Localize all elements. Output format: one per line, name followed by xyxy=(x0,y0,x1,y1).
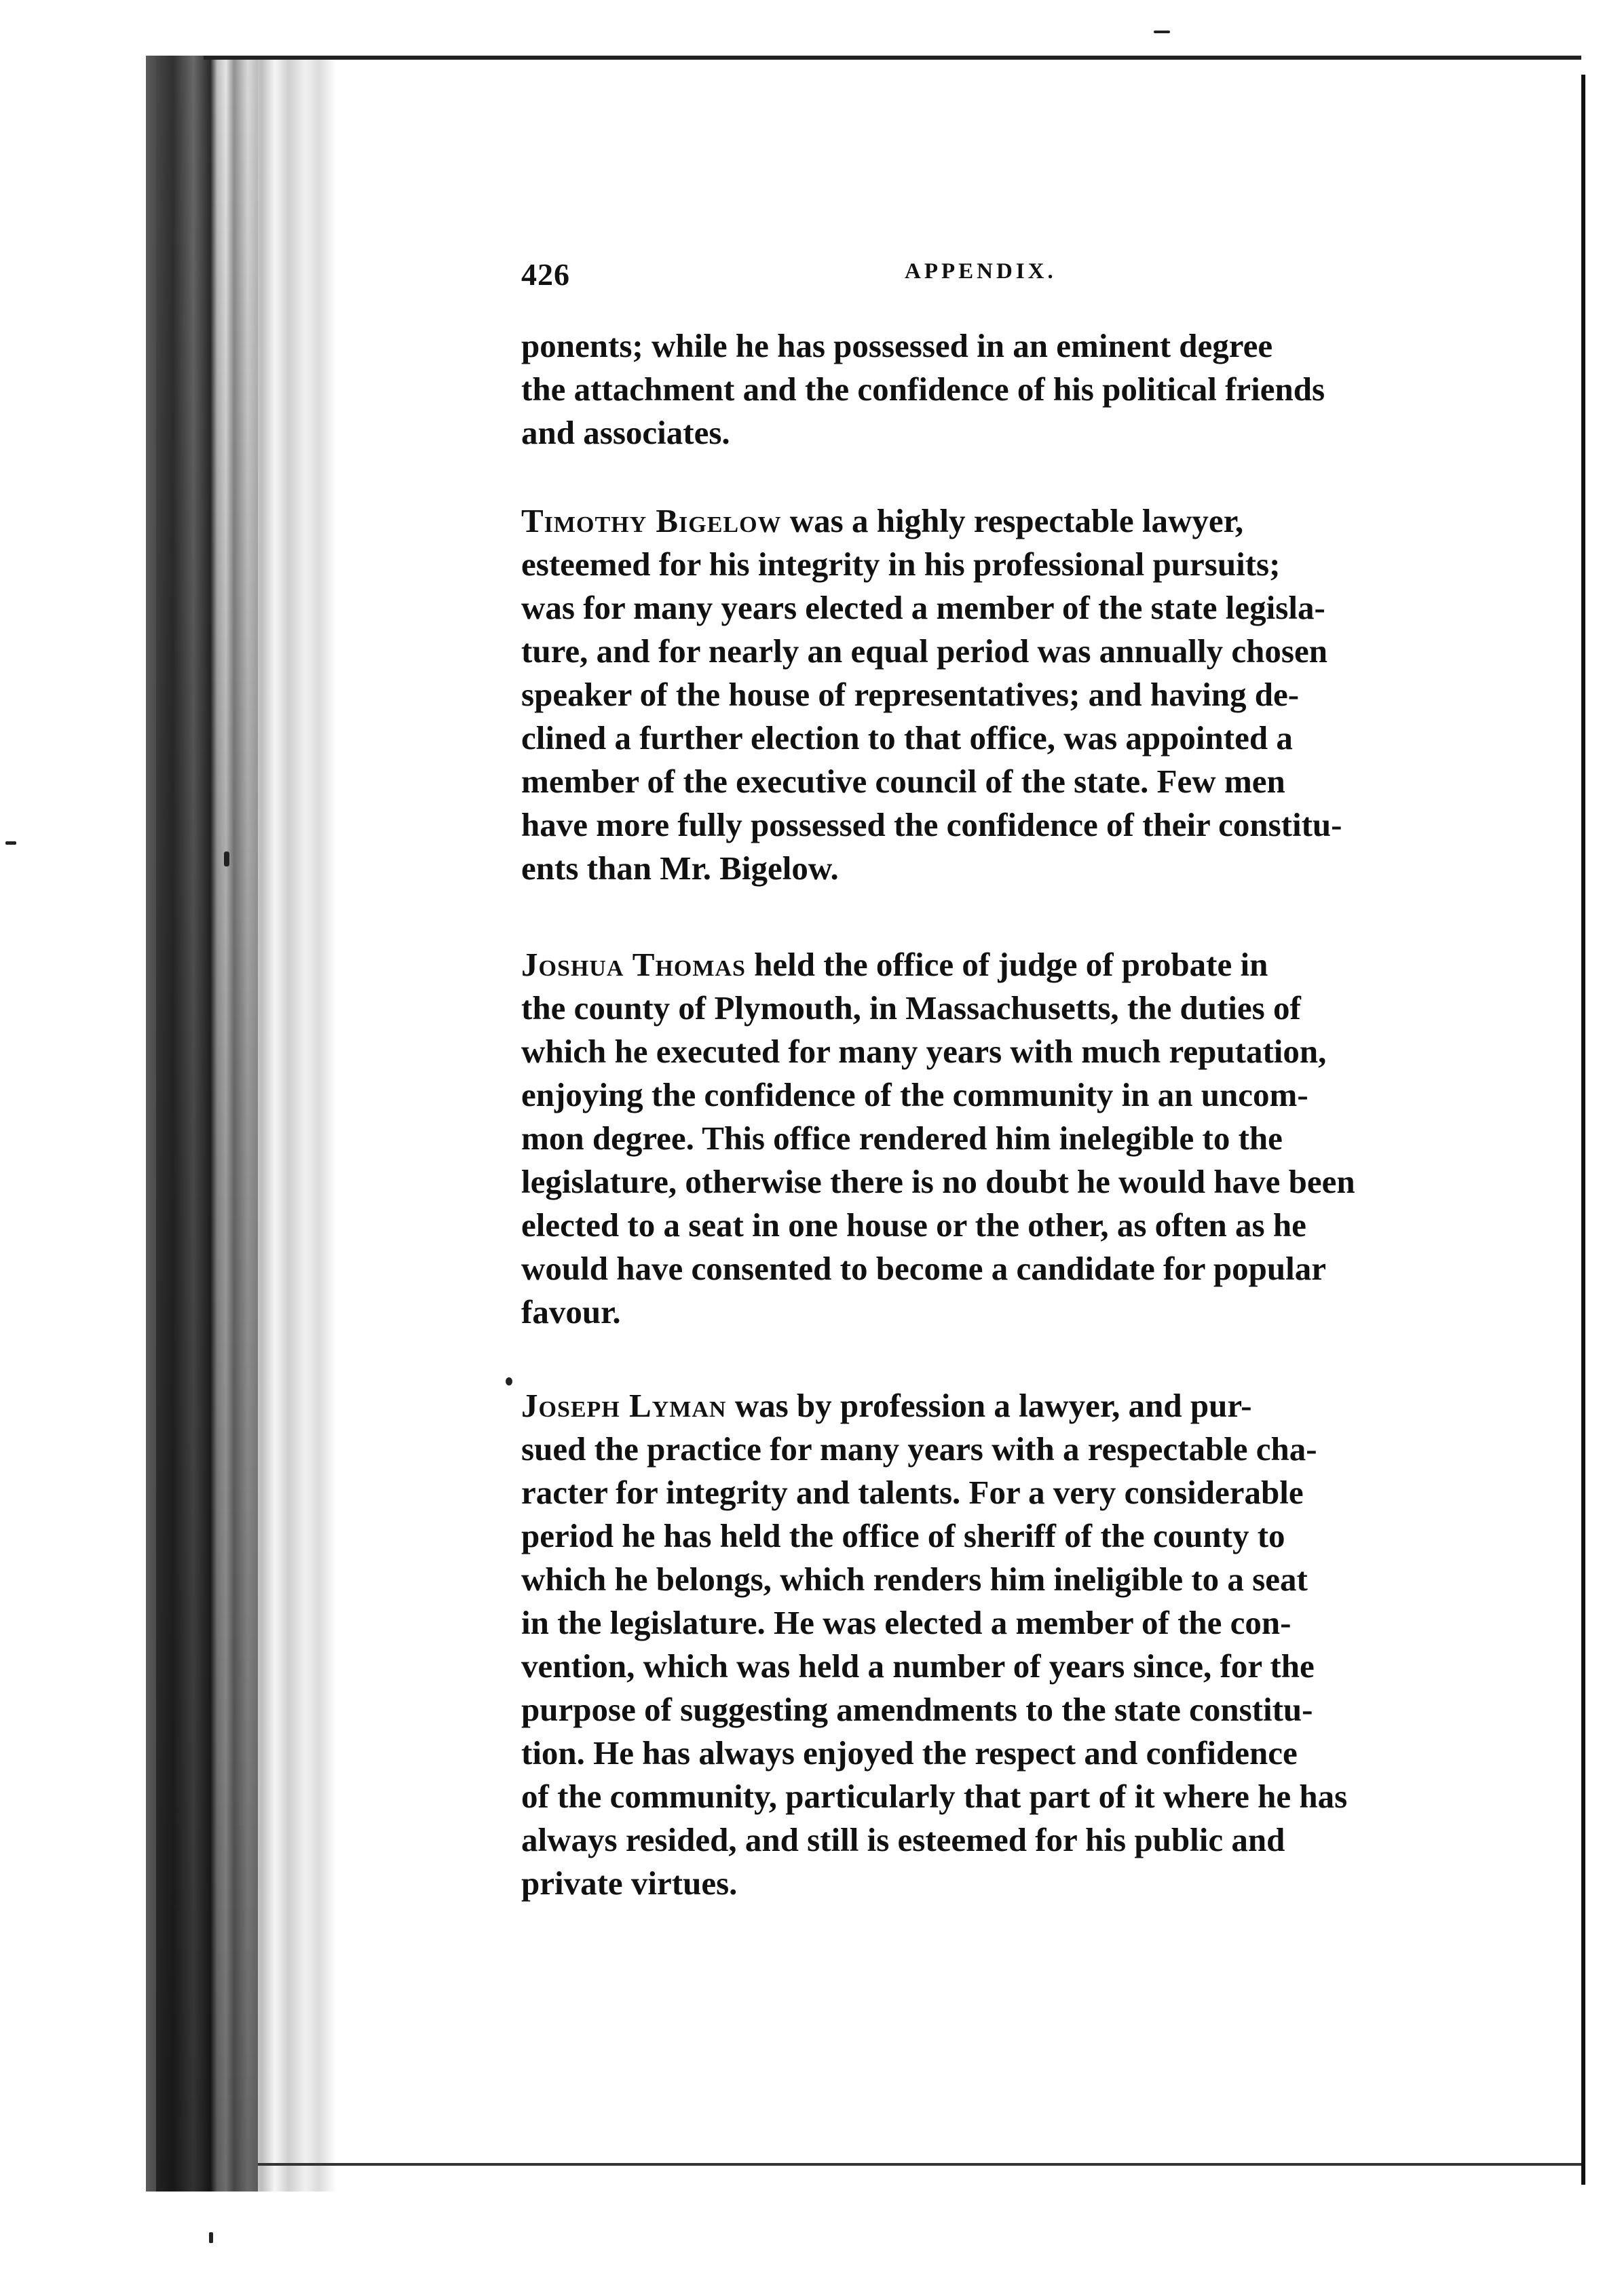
paragraph-body xyxy=(521,1384,1437,1905)
page-header xyxy=(521,256,1437,297)
binding-shadow xyxy=(156,56,258,2192)
page-bottom-edge xyxy=(258,2163,1581,2166)
paragraph-body xyxy=(521,499,1437,890)
paragraph-text: was by profession a lawyer, and pur- sued the practice for many years with a respectable cha- racter for integrity and talents. For a very considerable period he has held the office of sheriff of the county to which he belongs, which renders him ineligible to a seat in the legislature. He was elected a member of the con- vention, which was held a number of years since, for the purpose of suggesting amendments to the state constitu- tion. He has always enjoyed the respect and confidence of the community, particularly that part of it where he has always resided, and still is esteemed for his public and private virtues. xyxy=(521,1387,1348,1902)
paragraph-text: ponents; while he has possessed in an eminent degree the attachment and the confidence of his political friends and associates. xyxy=(521,327,1325,451)
paragraph-joshua-thomas xyxy=(521,943,1437,1334)
paragraph-timothy-bigelow xyxy=(521,499,1437,890)
scan-speck xyxy=(5,841,16,845)
paragraph-joseph-lyman xyxy=(521,1384,1437,1905)
paragraph-text: was a highly respectable lawyer, esteemed for his integrity in his professional pursuits; was for many years elected a member of the state legisla- ture, and for nearly an equal period was annually chosen speaker of the house of representatives; and having de- clined a further election to that office, was appointed a member of the executive council of the state. Few men have more fully possessed the confidence of their constitu- ents than Mr. Bigelow. xyxy=(521,502,1342,887)
scan-speck xyxy=(1154,31,1170,33)
person-name: Joshua Thomas xyxy=(521,946,746,983)
page-number: 426 xyxy=(521,257,570,292)
paragraph-continuation xyxy=(521,324,1437,455)
page-top-edge xyxy=(204,56,1581,60)
running-head: APPENDIX. xyxy=(905,259,1057,284)
paragraph-text: held the office of judge of probate in the county of Plymouth, in Massachusetts, the duties of which he executed for many years with much reputation, enjoying the confidence of the community in an uncom- mon degree. This office rendered him inelegible to the legislature, otherwise there is no doubt he would have been elected to a seat in one house or the other, as often as he would have consented to become a candidate for popular favour. xyxy=(521,946,1355,1331)
scan-speck xyxy=(209,2232,213,2243)
scan-speck xyxy=(506,1377,512,1385)
scan-speck xyxy=(224,852,229,866)
person-name: Joseph Lyman xyxy=(521,1387,727,1424)
facing-page-edge xyxy=(1581,75,1585,2185)
paragraph-body xyxy=(521,943,1437,1334)
person-name: Timothy Bigelow xyxy=(521,502,782,539)
